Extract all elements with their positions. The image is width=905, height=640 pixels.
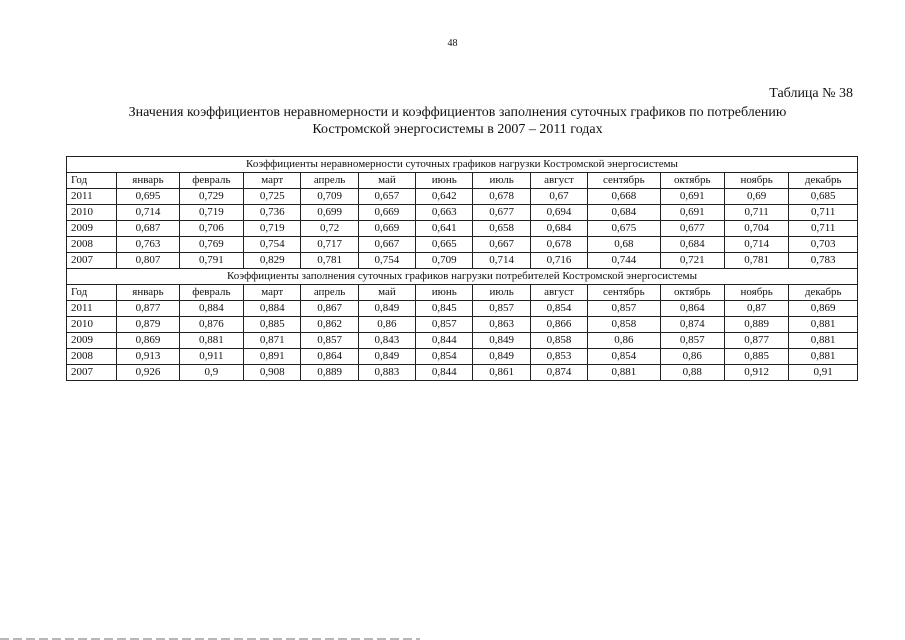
column-header-month: март <box>244 285 301 301</box>
column-header-month: апрель <box>301 285 358 301</box>
value-cell: 0,881 <box>588 365 660 381</box>
value-cell: 0,691 <box>660 189 724 205</box>
value-cell: 0,881 <box>789 349 858 365</box>
table-row <box>67 237 858 253</box>
value-cell: 0,869 <box>789 301 858 317</box>
page-number: 48 <box>447 38 458 49</box>
value-cell: 0,857 <box>416 317 473 333</box>
value-cell: 0,675 <box>588 221 660 237</box>
value-cell: 0,641 <box>416 221 473 237</box>
column-header-month: май <box>358 173 415 189</box>
value-cell: 0,843 <box>358 333 415 349</box>
value-cell: 0,711 <box>789 205 858 221</box>
value-cell: 0,862 <box>301 317 358 333</box>
value-cell: 0,677 <box>473 205 530 221</box>
value-cell: 0,884 <box>244 301 301 317</box>
value-cell: 0,86 <box>588 333 660 349</box>
value-cell: 0,86 <box>358 317 415 333</box>
section-title: Коэффициенты заполнения суточных графиков нагрузки потребителей Костромской энергосистемы <box>67 269 858 285</box>
value-cell: 0,871 <box>244 333 301 349</box>
value-cell: 0,807 <box>117 253 179 269</box>
value-cell: 0,717 <box>301 237 358 253</box>
value-cell: 0,849 <box>358 301 415 317</box>
table-row <box>67 253 858 269</box>
year-cell: 2010 <box>67 317 117 333</box>
value-cell: 0,791 <box>179 253 243 269</box>
year-cell: 2011 <box>67 189 117 205</box>
value-cell: 0,769 <box>179 237 243 253</box>
value-cell: 0,669 <box>358 205 415 221</box>
year-cell: 2009 <box>67 221 117 237</box>
value-cell: 0,881 <box>789 333 858 349</box>
value-cell: 0,911 <box>179 349 243 365</box>
value-cell: 0,711 <box>724 205 788 221</box>
value-cell: 0,781 <box>301 253 358 269</box>
value-cell: 0,719 <box>179 205 243 221</box>
value-cell: 0,854 <box>416 349 473 365</box>
value-cell: 0,858 <box>588 317 660 333</box>
column-header-month: декабрь <box>789 173 858 189</box>
value-cell: 0,721 <box>660 253 724 269</box>
section-title: Коэффициенты неравномерности суточных графиков нагрузки Костромской энергосистемы <box>67 157 858 173</box>
column-header-month: январь <box>117 173 179 189</box>
column-header-month: октябрь <box>660 285 724 301</box>
value-cell: 0,695 <box>117 189 179 205</box>
value-cell: 0,889 <box>724 317 788 333</box>
value-cell: 0,668 <box>588 189 660 205</box>
column-header-month: февраль <box>179 173 243 189</box>
table-row <box>67 333 858 349</box>
value-cell: 0,829 <box>244 253 301 269</box>
column-header-month: ноябрь <box>724 285 788 301</box>
column-header-month: декабрь <box>789 285 858 301</box>
value-cell: 0,912 <box>724 365 788 381</box>
table-number: Таблица № 38 <box>769 86 853 101</box>
table-row <box>67 349 858 365</box>
value-cell: 0,684 <box>530 221 587 237</box>
column-header-month: июль <box>473 173 530 189</box>
value-cell: 0,857 <box>588 301 660 317</box>
value-cell: 0,68 <box>588 237 660 253</box>
column-header-month: сентябрь <box>588 285 660 301</box>
value-cell: 0,691 <box>660 205 724 221</box>
value-cell: 0,849 <box>358 349 415 365</box>
column-header-month: январь <box>117 285 179 301</box>
value-cell: 0,881 <box>789 317 858 333</box>
value-cell: 0,877 <box>117 301 179 317</box>
value-cell: 0,706 <box>179 221 243 237</box>
value-cell: 0,714 <box>473 253 530 269</box>
value-cell: 0,684 <box>660 237 724 253</box>
value-cell: 0,849 <box>473 333 530 349</box>
title-line-1: Значения коэффициентов неравномерности и коэффициентов заполнения суточных графиков по потреблению <box>128 105 787 120</box>
value-cell: 0,858 <box>530 333 587 349</box>
value-cell: 0,857 <box>301 333 358 349</box>
column-header-month: июнь <box>416 173 473 189</box>
value-cell: 0,86 <box>660 349 724 365</box>
value-cell: 0,69 <box>724 189 788 205</box>
value-cell: 0,889 <box>301 365 358 381</box>
value-cell: 0,883 <box>358 365 415 381</box>
column-header-month: июль <box>473 285 530 301</box>
value-cell: 0,687 <box>117 221 179 237</box>
value-cell: 0,857 <box>473 301 530 317</box>
year-cell: 2007 <box>67 365 117 381</box>
value-cell: 0,729 <box>179 189 243 205</box>
table-row <box>67 301 858 317</box>
coefficients-table <box>66 156 858 381</box>
value-cell: 0,885 <box>244 317 301 333</box>
value-cell: 0,88 <box>660 365 724 381</box>
value-cell: 0,658 <box>473 221 530 237</box>
value-cell: 0,9 <box>179 365 243 381</box>
value-cell: 0,874 <box>530 365 587 381</box>
value-cell: 0,866 <box>530 317 587 333</box>
value-cell: 0,754 <box>358 253 415 269</box>
value-cell: 0,908 <box>244 365 301 381</box>
year-cell: 2010 <box>67 205 117 221</box>
value-cell: 0,869 <box>117 333 179 349</box>
year-cell: 2011 <box>67 301 117 317</box>
column-header-month: май <box>358 285 415 301</box>
value-cell: 0,844 <box>416 365 473 381</box>
column-header-row <box>67 285 858 301</box>
value-cell: 0,703 <box>789 237 858 253</box>
value-cell: 0,725 <box>244 189 301 205</box>
column-header-month: февраль <box>179 285 243 301</box>
year-cell: 2008 <box>67 349 117 365</box>
column-header-month: март <box>244 173 301 189</box>
value-cell: 0,744 <box>588 253 660 269</box>
value-cell: 0,854 <box>530 301 587 317</box>
section-title-row <box>67 269 858 285</box>
value-cell: 0,853 <box>530 349 587 365</box>
value-cell: 0,87 <box>724 301 788 317</box>
value-cell: 0,736 <box>244 205 301 221</box>
value-cell: 0,881 <box>179 333 243 349</box>
column-header-month: июнь <box>416 285 473 301</box>
value-cell: 0,854 <box>588 349 660 365</box>
column-header-month: август <box>530 285 587 301</box>
value-cell: 0,669 <box>358 221 415 237</box>
value-cell: 0,663 <box>416 205 473 221</box>
value-cell: 0,885 <box>724 349 788 365</box>
column-header-month: август <box>530 173 587 189</box>
value-cell: 0,754 <box>244 237 301 253</box>
table-row <box>67 221 858 237</box>
value-cell: 0,72 <box>301 221 358 237</box>
section-title-row <box>67 157 858 173</box>
value-cell: 0,864 <box>660 301 724 317</box>
value-cell: 0,861 <box>473 365 530 381</box>
column-header-month: сентябрь <box>588 173 660 189</box>
value-cell: 0,684 <box>588 205 660 221</box>
value-cell: 0,891 <box>244 349 301 365</box>
value-cell: 0,845 <box>416 301 473 317</box>
value-cell: 0,678 <box>473 189 530 205</box>
document-title <box>60 104 855 138</box>
column-header-row <box>67 173 858 189</box>
column-header-year: Год <box>67 285 117 301</box>
value-cell: 0,704 <box>724 221 788 237</box>
value-cell: 0,694 <box>530 205 587 221</box>
value-cell: 0,867 <box>301 301 358 317</box>
value-cell: 0,913 <box>117 349 179 365</box>
value-cell: 0,657 <box>358 189 415 205</box>
value-cell: 0,763 <box>117 237 179 253</box>
value-cell: 0,876 <box>179 317 243 333</box>
value-cell: 0,783 <box>789 253 858 269</box>
value-cell: 0,699 <box>301 205 358 221</box>
value-cell: 0,884 <box>179 301 243 317</box>
table-row <box>67 205 858 221</box>
value-cell: 0,667 <box>358 237 415 253</box>
table-row <box>67 365 858 381</box>
value-cell: 0,709 <box>416 253 473 269</box>
value-cell: 0,678 <box>530 237 587 253</box>
year-cell: 2007 <box>67 253 117 269</box>
value-cell: 0,714 <box>724 237 788 253</box>
value-cell: 0,849 <box>473 349 530 365</box>
column-header-month: апрель <box>301 173 358 189</box>
value-cell: 0,642 <box>416 189 473 205</box>
column-header-year: Год <box>67 173 117 189</box>
year-cell: 2008 <box>67 237 117 253</box>
title-line-2: Костромской энергосистемы в 2007 – 2011 годах <box>312 122 603 137</box>
table-row <box>67 189 858 205</box>
value-cell: 0,879 <box>117 317 179 333</box>
value-cell: 0,719 <box>244 221 301 237</box>
value-cell: 0,711 <box>789 221 858 237</box>
value-cell: 0,665 <box>416 237 473 253</box>
value-cell: 0,863 <box>473 317 530 333</box>
value-cell: 0,716 <box>530 253 587 269</box>
value-cell: 0,677 <box>660 221 724 237</box>
value-cell: 0,844 <box>416 333 473 349</box>
value-cell: 0,67 <box>530 189 587 205</box>
value-cell: 0,874 <box>660 317 724 333</box>
value-cell: 0,864 <box>301 349 358 365</box>
value-cell: 0,926 <box>117 365 179 381</box>
table-row <box>67 317 858 333</box>
column-header-month: ноябрь <box>724 173 788 189</box>
value-cell: 0,685 <box>789 189 858 205</box>
column-header-month: октябрь <box>660 173 724 189</box>
value-cell: 0,714 <box>117 205 179 221</box>
value-cell: 0,781 <box>724 253 788 269</box>
year-cell: 2009 <box>67 333 117 349</box>
value-cell: 0,667 <box>473 237 530 253</box>
value-cell: 0,709 <box>301 189 358 205</box>
value-cell: 0,857 <box>660 333 724 349</box>
value-cell: 0,91 <box>789 365 858 381</box>
value-cell: 0,877 <box>724 333 788 349</box>
